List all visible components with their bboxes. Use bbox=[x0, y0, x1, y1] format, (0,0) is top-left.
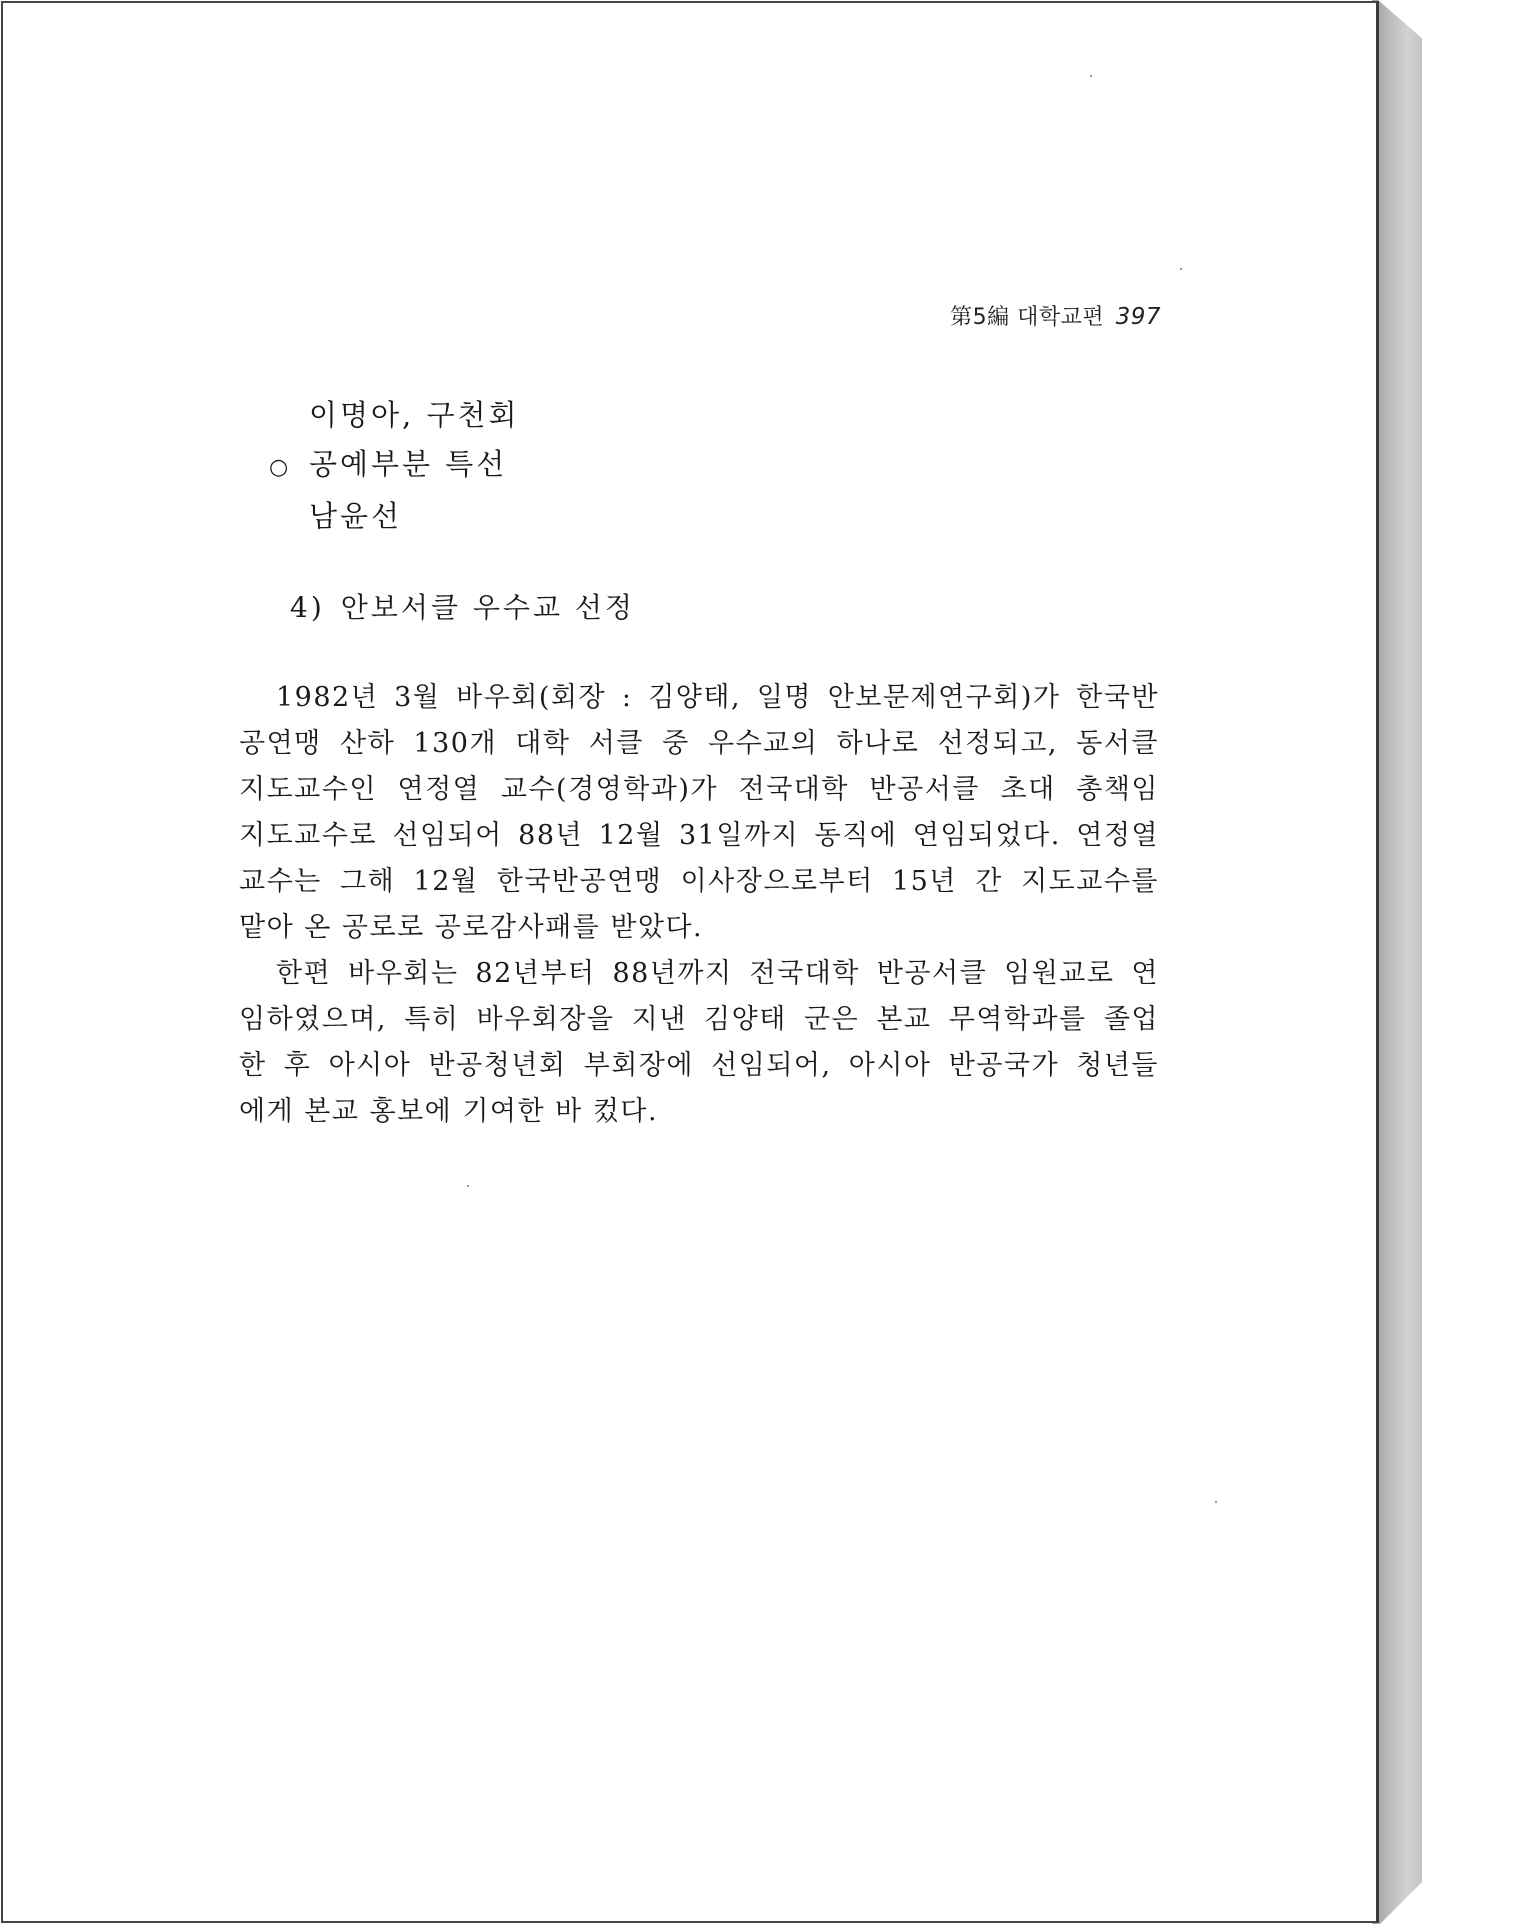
text-line: 임하였으며, 특히 바우회장을 지낸 김양태 군은 본교 무역학과를 졸업 bbox=[239, 1004, 1159, 1035]
text-line: 1982년 3월 바우회(회장 : 김양태, 일명 안보문제연구회)가 한국반 bbox=[276, 682, 1159, 713]
subheading-number: 4) bbox=[290, 591, 325, 624]
text-line: 한편 바우회는 82년부터 88년까지 전국대학 반공서클 임원교로 연 bbox=[276, 958, 1159, 989]
subheading-title: 안보서클 우수교 선정 bbox=[340, 591, 635, 624]
scan-speck bbox=[1215, 1501, 1217, 1503]
list-item bbox=[269, 440, 520, 492]
text-line: 한 후 아시아 반공청년회 부회장에 선임되어, 아시아 반공국가 청년들 bbox=[239, 1050, 1159, 1081]
scan-speck bbox=[467, 1185, 469, 1187]
list-item-text: 남윤선 bbox=[309, 499, 403, 533]
text-line: 맡아 온 공로로 공로감사패를 받았다. bbox=[239, 912, 704, 943]
section-subheading bbox=[290, 586, 635, 626]
body-text bbox=[239, 675, 1159, 1135]
text-line: 지도교수로 선임되어 88년 12월 31일까지 동직에 연임되었다. 연정열 bbox=[239, 820, 1159, 851]
text-line: 교수는 그해 12월 한국반공연맹 이사장으로부터 15년 간 지도교수를 bbox=[239, 866, 1159, 897]
list-item-text: 공예부분 특선 bbox=[309, 447, 508, 481]
scan-speck bbox=[1180, 268, 1182, 270]
section-title: 第5編 대학교편 bbox=[950, 305, 1105, 330]
page-stack-edge bbox=[1372, 0, 1422, 1924]
list-item-text: 이명아, 구천회 bbox=[309, 398, 520, 432]
paragraph bbox=[239, 951, 1159, 1135]
scan-speck bbox=[1090, 75, 1092, 77]
text-line: 에게 본교 홍보에 기여한 바 컸다. bbox=[239, 1096, 659, 1127]
running-header bbox=[3, 300, 1161, 331]
bullet-circle-icon: ○ bbox=[269, 455, 292, 480]
document-page bbox=[1, 1, 1379, 1923]
paragraph bbox=[239, 675, 1159, 951]
text-line: 지도교수인 연정열 교수(경영학과)가 전국대학 반공서클 초대 총책임 bbox=[239, 774, 1159, 805]
list-item bbox=[269, 391, 520, 440]
award-list bbox=[269, 391, 520, 541]
list-item bbox=[269, 492, 520, 541]
page-number: 397 bbox=[1115, 304, 1161, 330]
text-line: 공연맹 산하 130개 대학 서클 중 우수교의 하나로 선정되고, 동서클 bbox=[239, 728, 1159, 759]
